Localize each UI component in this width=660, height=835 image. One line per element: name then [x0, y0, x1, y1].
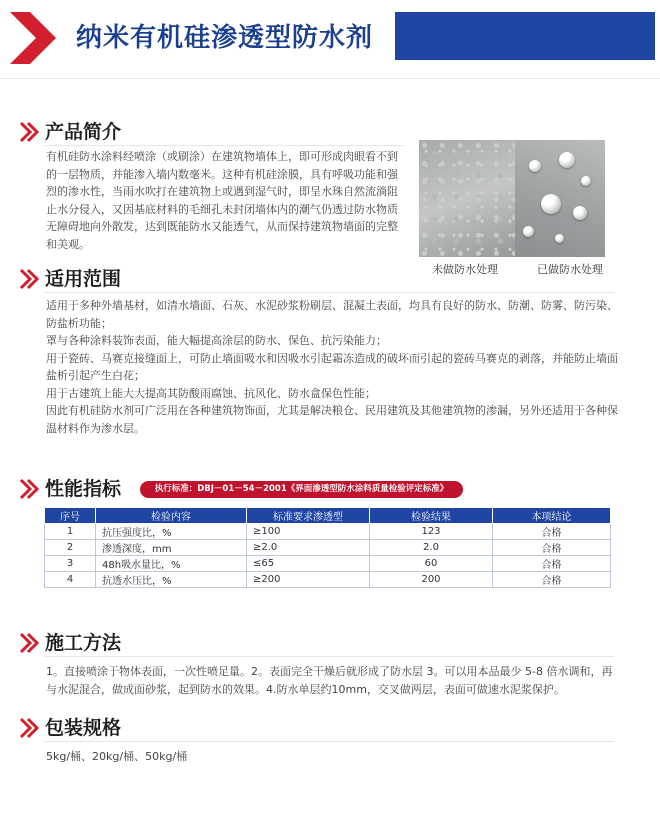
standard-badge: 执行标准：DBJ－01－54－2001《界面渗透型防水涂料质量检验评定标准》: [140, 481, 463, 498]
scope-item: 因此有机硅防水剂可广泛用在各种建筑物饰面，尤其是解决粮仓、民用建筑及其他建筑物的渗漏，另外还适用于各种保温材料作为渗水层。: [46, 404, 618, 435]
table-cell: 2: [45, 540, 96, 556]
construction-paragraph: 1。直接喷涂于物体表面，一次性喷足量。2。表面完全干燥后就形成了防水层 3。可以用本品最少 5-8 倍水调和，再与水泥混合，做成面砂浆，起到防水的效果。4.防水单层约10mm，交叉做两层，表面可做速水泥浆保护。: [46, 665, 613, 696]
table-cell: 抗透水压比，%: [96, 572, 247, 588]
table-row: [45, 572, 611, 588]
untreated-wall-image: [419, 140, 515, 257]
water-droplet: [523, 226, 534, 237]
section-title-scope: 适用范围: [45, 268, 122, 290]
section-divider: [44, 741, 614, 742]
table-cell: 合格: [493, 556, 611, 572]
water-droplet: [573, 206, 587, 220]
table-cell: 渗透深度，mm: [96, 540, 247, 556]
table-cell: 60: [370, 556, 493, 572]
section-arrow-icon: [18, 717, 40, 739]
table-cell: 123: [370, 524, 493, 540]
table-cell: 合格: [493, 524, 611, 540]
section-divider: [44, 145, 404, 146]
intro-paragraph: 有机硅防水涂料经喷涂（或刷涂）在建筑物墙体上，即可形成肉眼看不到的一层物质，并能渗入墙内数毫米。这种有机硅涂膜，具有呼吸功能和强烈的渗水性，当雨水吹打在建筑物上或遇到湿气时，即呈水珠自然流淌阻止水分侵入，又因基底材料的毛细孔未封闭墙体内的潮气仍透过防水物质无障碍地向外散发，达到既能防水又能透气，从而保持建筑物墙面的完整和美观。: [46, 150, 398, 251]
table-cell: ≥100: [247, 524, 370, 540]
table-header: 标准要求渗透型: [247, 508, 370, 524]
table-cell: 4: [45, 572, 96, 588]
water-droplet: [555, 234, 564, 243]
table-cell: ≤65: [247, 556, 370, 572]
scope-item: 用于瓷砖、马赛克接缝面上，可防止墙面吸水和因吸水引起霜冻造成的破坏而引起的瓷砖马赛克的剥落，并能防止墙面盐析引起产生白花；: [46, 351, 618, 382]
table-header: 检验结果: [370, 508, 493, 524]
section-title-construction: 施工方法: [45, 632, 122, 654]
table-cell: ≥2.0: [247, 540, 370, 556]
performance-table: [44, 507, 611, 588]
table-cell: 3: [45, 556, 96, 572]
section-divider: [44, 292, 614, 293]
scope-list: [46, 297, 618, 437]
table-header: 序号: [45, 508, 96, 524]
table-row: [45, 540, 611, 556]
table-header: 本项结论: [493, 508, 611, 524]
section-arrow-icon: [18, 478, 40, 500]
section-title-performance: 性能指标: [45, 478, 122, 500]
table-row: [45, 524, 611, 540]
treated-wall-image: [515, 140, 605, 257]
water-droplet: [559, 152, 575, 168]
water-droplet: [529, 160, 541, 172]
table-cell: 抗压强度比，%: [96, 524, 247, 540]
waterproof-comparison-photo: [419, 140, 605, 257]
water-droplet: [581, 176, 591, 186]
table-cell: 48h吸水量比，%: [96, 556, 247, 572]
table-cell: 1: [45, 524, 96, 540]
table-header: 检验内容: [96, 508, 247, 524]
photo-caption-untreated: 未做防水处理: [432, 263, 498, 276]
table-header-row: [45, 508, 611, 524]
header-blue-block: [395, 12, 655, 60]
packaging-text: 5kg/桶、20kg/桶、50kg/桶: [46, 750, 188, 763]
table-cell: ≥200: [247, 572, 370, 588]
page-title: 纳米有机硅渗透型防水剂: [76, 23, 374, 53]
water-droplet: [541, 194, 561, 214]
section-title-intro: 产品简介: [45, 121, 122, 143]
section-divider: [44, 656, 614, 657]
section-title-packaging: 包装规格: [45, 717, 122, 739]
section-arrow-icon: [18, 268, 40, 290]
section-arrow-icon: [18, 121, 40, 143]
scope-item: 罩与各种涂料装饰表面，能大幅提高涂层的防水、保色、抗污染能力；: [46, 334, 387, 347]
table-cell: 合格: [493, 540, 611, 556]
table-cell: 200: [370, 572, 493, 588]
section-arrow-icon: [18, 632, 40, 654]
table-cell: 合格: [493, 572, 611, 588]
scope-item: 适用于多种外墙基材，如清水墙面、石灰、水泥砂浆粉刷层、混凝土表面，均具有良好的防水、防潮、防雾、防污染、防盐析功能；: [46, 299, 618, 330]
table-cell: 2.0: [370, 540, 493, 556]
scope-item: 用于古建筑上能大大提高其防酸雨腐蚀、抗风化、防水盒保色性能；: [46, 386, 376, 400]
photo-caption-treated: 已做防水处理: [537, 263, 603, 276]
table-row: [45, 556, 611, 572]
red-chevron-logo-icon: [10, 12, 56, 64]
